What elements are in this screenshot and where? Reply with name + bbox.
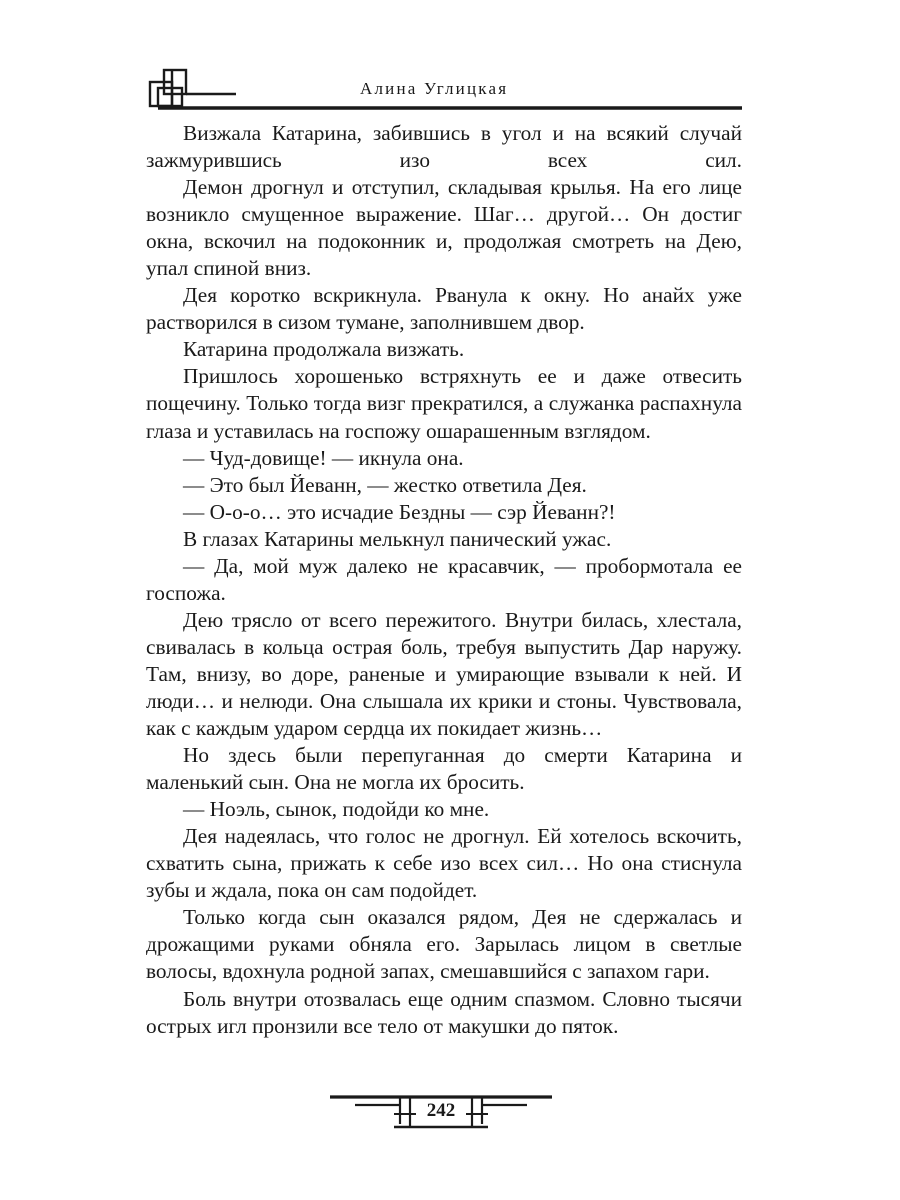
paragraph: Дея коротко вскрикнула. Рванула к окну. Но анайх уже растворился в сизом тумане, заполнившем двор. <box>146 283 742 335</box>
paragraph: Демон дрогнул и отступил, складывая крылья. На его лице возникло смущенное выражение. Шаг… другой… Он достиг окна, вскочил на подоконник и, продолжая смотреть на Дею, упал спиной вниз. <box>146 175 742 281</box>
paragraph: — Да, мой муж далеко не красавчик, — пробормотала ее госпожа. <box>146 553 742 605</box>
paragraph: Но здесь были перепуганная до смерти Катарина и маленький сын. Она не могла их бросить. <box>146 743 742 795</box>
paragraph: Дея надеялась, что голос не дрогнул. Ей хотелось вскочить, схватить сына, прижать к себе изо всех сил… Но она стиснула зубы и ждала, пока он сам подойдет. <box>146 824 742 903</box>
paragraph: Пришлось хорошенько встряхнуть ее и даже отвесить пощечину. Только тогда визг прекратился, а служанка распахнула глаза и уставилась на госпожу ошарашенным взглядом. <box>146 364 742 443</box>
paragraph: — Это был Йеванн, — жестко ответила Дея. <box>183 472 587 497</box>
running-header <box>146 64 742 114</box>
paragraph: — О-о-о… это исчадие Бездны — сэр Йеванн?! <box>183 499 616 524</box>
paragraph: Визжала Катарина, забившись в угол и на всякий случай зажмурившись изо всех сил. <box>146 121 742 173</box>
paragraph: Дею трясло от всего пережитого. Внутри билась, хлестала, свивалась в кольца острая боль, требуя выпустить Дар наружу. Там, внизу, во доре, раненые и умирающие взывали к ней. И люди… и нелюди. Она слышала их крики и стоны. Чувствовала, как с каждым ударом сердца их покидает жизнь… <box>146 607 742 741</box>
paragraph: — Чуд-довище! — икнула она. <box>183 445 464 470</box>
paragraph: Только когда сын оказался рядом, Дея не сдержалась и дрожащими руками обняла его. Зарылась лицом в светлые волосы, вдохнула родной запах, смешавшийся с запахом гари. <box>146 905 742 984</box>
paragraph: Катарина продолжала визжать. <box>183 337 465 362</box>
paragraph: В глазах Катарины мелькнул панический ужас. <box>183 526 612 551</box>
running-title: Алина Углицкая <box>360 79 509 98</box>
page-number: 242 <box>426 1100 456 1121</box>
page-footer <box>330 1092 552 1132</box>
main-text <box>146 120 742 1040</box>
paragraph: Боль внутри отозвалась еще одним спазмом. Словно тысячи острых игл пронзили все тело от макушки до пяток. <box>146 986 742 1038</box>
paragraph: — Ноэль, сынок, подойди ко мне. <box>183 797 490 822</box>
